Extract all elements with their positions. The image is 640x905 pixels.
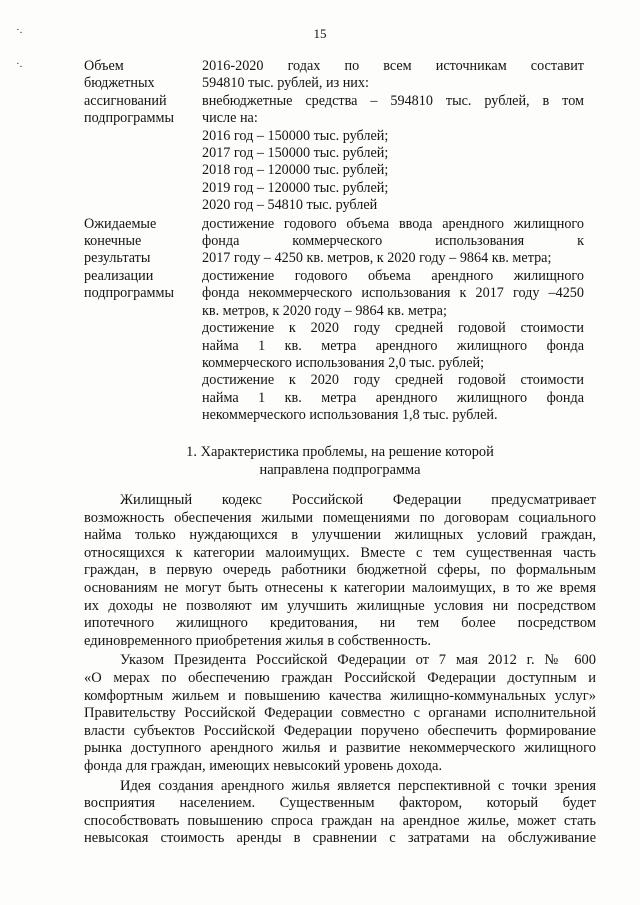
- text-line: найма только нуждающихся в улучшении жилищных условий граждан,: [84, 527, 596, 544]
- text-line: ипотечного жилищного кредитования, ни тем более посредством: [84, 615, 596, 632]
- label-line: Ожидаемые: [84, 215, 157, 232]
- content-line: достижение к 2020 году средней годовой стоимости: [202, 372, 584, 389]
- content-line: фонда коммерческого использования к: [202, 233, 584, 250]
- label-line: реализации: [84, 267, 154, 284]
- content-line: достижение к 2020 году средней годовой стоимости: [202, 320, 584, 337]
- scan-mark: ·.: [16, 58, 23, 70]
- content-line: коммерческого использования 2,0 тыс. рублей;: [202, 354, 485, 371]
- text-line: основаниям не могут быть отнесены к категории малоимущих, в то же время: [84, 579, 596, 596]
- section-heading: [0, 443, 640, 479]
- paragraph: [84, 778, 596, 848]
- content-line: некоммерческого использования 1,8 тыс. рублей.: [202, 407, 498, 424]
- content-line: 594810 тыс. рублей, из них:: [202, 75, 369, 92]
- content-line: достижение годового объема ввода арендного жилищного: [202, 215, 584, 232]
- label-line: подпрограммы: [84, 285, 174, 302]
- content-line: 2019 год – 120000 тыс. рублей;: [202, 179, 389, 196]
- text-line: фонда для граждан, имеющих невысокий уровень дохода.: [84, 757, 443, 774]
- label-line: конечные: [84, 233, 142, 250]
- content-line: кв. метров, к 2020 году – 9864 кв. метра;: [202, 302, 447, 319]
- text-line: Жилищный кодекс Российской Федерации предусматривает: [120, 492, 596, 508]
- passport-row-results: [84, 216, 584, 425]
- paragraph: [84, 492, 596, 650]
- content-line: достижение годового объема арендного жилищного: [202, 267, 584, 284]
- content-line: числе на:: [202, 110, 258, 127]
- text-line: единовременного приобретения жилья в собственность.: [84, 632, 432, 649]
- paragraph: [84, 652, 596, 775]
- row-content: [202, 58, 584, 215]
- passport-table: [84, 58, 584, 425]
- text-line: комфортным жильем и повышению качества жилищно-коммунальных услуг»: [84, 687, 596, 704]
- text-line: их доходы не позволяют им улучшить жилищные условия ни посредством: [84, 597, 596, 614]
- scan-mark: ·.: [16, 24, 23, 36]
- content-line: найма 1 кв. метра арендного жилищного фонда: [202, 389, 584, 406]
- content-line: 2020 год – 54810 тыс. рублей: [202, 197, 378, 214]
- label-line: ассигнований: [84, 92, 167, 109]
- label-line: подпрограммы: [84, 110, 174, 127]
- text-line: возможность обеспечения жилыми помещениями по договорам социального: [84, 509, 596, 526]
- row-label: [84, 58, 202, 215]
- text-line: относящихся к категории малоимущих. Вместе с тем существенная часть: [84, 544, 596, 561]
- text-line: Идея создания арендного жилья является перспективной с точки зрения: [120, 777, 596, 794]
- content-line: 2017 год – 150000 тыс. рублей;: [202, 145, 389, 162]
- text-line: Указом Президента Российской Федерации от 7 мая 2012 г. № 600: [120, 652, 596, 669]
- row-label: [84, 216, 202, 425]
- text-line: Правительству Российской Федерации совместно с органами исполнительной: [84, 705, 596, 722]
- label-line: результаты: [84, 250, 151, 267]
- heading-line: 1. Характеристика проблемы, на решение которой: [186, 444, 494, 460]
- content-line: 2017 году – 4250 кв. метров, к 2020 году – 9864 кв. метра;: [202, 250, 552, 267]
- text-line: власти субъектов Российской Федерации поручено обеспечить формирование: [84, 722, 596, 739]
- content-line: 2016 год – 150000 тыс. рублей;: [202, 127, 389, 144]
- passport-row-budget: [84, 58, 584, 215]
- text-line: невысокая стоимость аренды в сравнении с затратами на обслуживание: [84, 830, 596, 847]
- label-line: Объем: [84, 58, 124, 74]
- heading-line: направлена подпрограмма: [259, 462, 421, 478]
- row-content: [202, 216, 584, 425]
- text-line: «О мерах по обеспечению граждан Российской Федерации доступным и: [84, 669, 596, 686]
- content-line: внебюджетные средства – 594810 тыс. рублей, в том: [202, 92, 584, 109]
- text-line: способствовать повышению спроса граждан на арендное жилье, может стать: [84, 812, 596, 829]
- content-line: 2018 год – 120000 тыс. рублей;: [202, 162, 389, 179]
- content-line: фонда некоммерческого использования к 2017 году –4250: [202, 285, 584, 302]
- page-number: 15: [313, 26, 327, 41]
- content-line: найма 1 кв. метра арендного жилищного фонда: [202, 337, 584, 354]
- text-line: граждан, в первую очередь работники бюджетной сферы, по формальным: [84, 562, 596, 579]
- body-text: [84, 492, 596, 848]
- text-line: восприятия населением. Существенным фактором, который будет: [84, 795, 596, 812]
- text-line: рынка доступного арендного жилья и развитие некоммерческого жилищного: [84, 740, 596, 757]
- label-line: бюджетных: [84, 75, 155, 92]
- content-line: 2016-2020 годах по всем источникам составит: [202, 58, 584, 74]
